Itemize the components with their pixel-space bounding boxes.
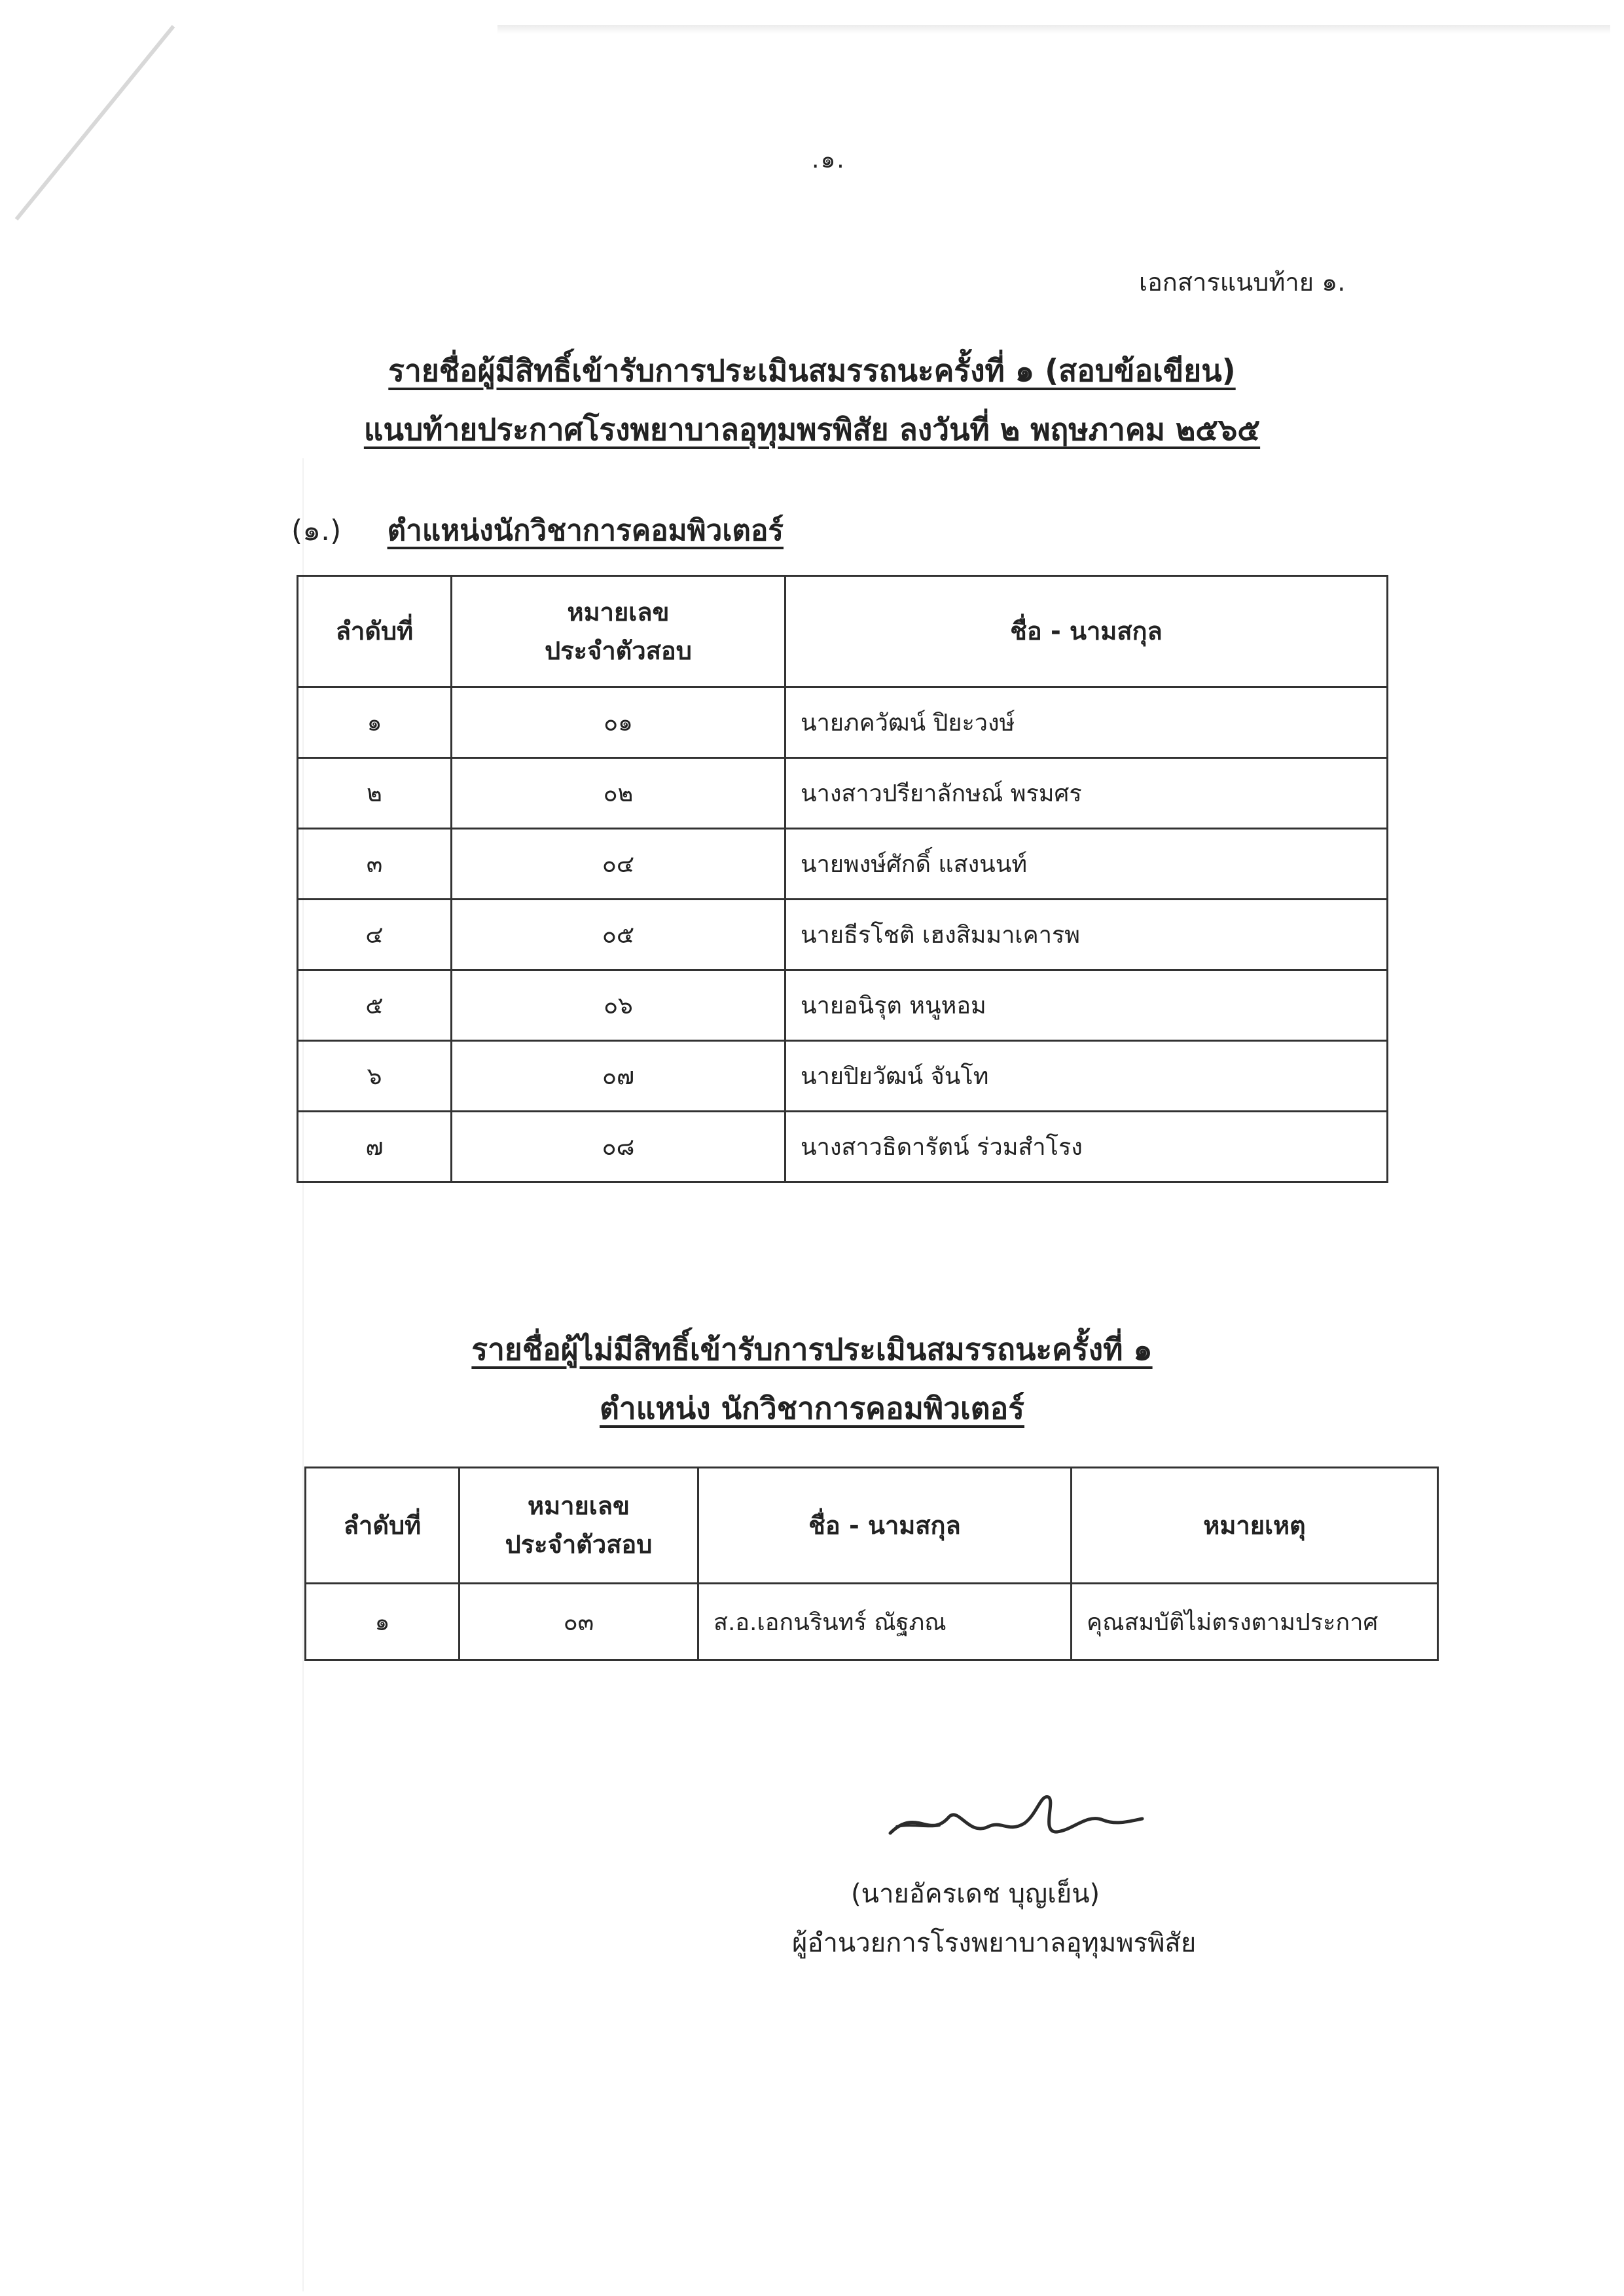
page-number: .๑. bbox=[812, 147, 846, 173]
cell-name: นายอนิรุต หนูหอม bbox=[785, 970, 1388, 1041]
cell-exam-id: ๐๗ bbox=[452, 1041, 785, 1112]
scan-shadow bbox=[497, 25, 1610, 34]
ineligible-heading-line1: รายชื่อผู้ไม่มีสิทธิ์เข้ารับการประเมินสมรรถนะครั้งที่ ๑ bbox=[471, 1332, 1153, 1367]
table-row bbox=[298, 829, 1388, 900]
table-row bbox=[298, 1112, 1388, 1182]
signer-title: ผู้อำนวยการโรงพยาบาลอุทุมพรพิสัย bbox=[792, 1928, 1197, 1958]
cell-exam-id: ๐๖ bbox=[452, 970, 785, 1041]
cell-name: นางสาวธิดารัตน์ ร่วมสำโรง bbox=[785, 1112, 1388, 1182]
cell-remark: คุณสมบัติไม่ตรงตามประกาศ bbox=[1072, 1584, 1438, 1660]
header-exam-id-line2: ประจำตัวสอบ bbox=[505, 1530, 653, 1559]
cell-order: ๕ bbox=[298, 970, 452, 1041]
table-row bbox=[298, 758, 1388, 829]
cell-exam-id: ๐๘ bbox=[452, 1112, 785, 1182]
cell-order: ๗ bbox=[298, 1112, 452, 1182]
table-row bbox=[306, 1584, 1438, 1660]
handwritten-signature bbox=[877, 1787, 1152, 1853]
eligible-heading-line2: แนบท้ายประกาศโรงพยาบาลอุทุมพรพิสัย ลงวันที่ ๒ พฤษภาคม ๒๕๖๕ bbox=[363, 412, 1261, 447]
cell-order: ๑ bbox=[306, 1584, 460, 1660]
section-heading bbox=[291, 507, 784, 553]
table-row bbox=[298, 1041, 1388, 1112]
table-row bbox=[298, 687, 1388, 758]
cell-name: นายพงษ์ศักดิ์ แสงนนท์ bbox=[785, 829, 1388, 900]
cell-order: ๔ bbox=[298, 900, 452, 970]
signer-name: (นายอัครเดช บุญเย็น) bbox=[851, 1879, 1100, 1909]
cell-order: ๓ bbox=[298, 829, 452, 900]
cell-exam-id: ๐๑ bbox=[452, 687, 785, 758]
ineligible-heading-line2: ตำแหน่ง นักวิชาการคอมพิวเตอร์ bbox=[600, 1391, 1024, 1426]
header-name: ชื่อ - นามสกุล bbox=[698, 1468, 1072, 1584]
header-exam-id bbox=[460, 1468, 698, 1584]
cell-exam-id: ๐๓ bbox=[460, 1584, 698, 1660]
cell-order: ๖ bbox=[298, 1041, 452, 1112]
cell-name: ส.อ.เอกนรินทร์ ณัฐภณ bbox=[698, 1584, 1072, 1660]
cell-name: นางสาวปรียาลักษณ์ พรมศร bbox=[785, 758, 1388, 829]
eligible-heading-line1: รายชื่อผู้มีสิทธิ์เข้ารับการประเมินสมรรถนะครั้งที่ ๑ (สอบข้อเขียน) bbox=[388, 353, 1236, 388]
table-header-row bbox=[298, 576, 1388, 687]
header-name: ชื่อ - นามสกุล bbox=[785, 576, 1388, 687]
cell-name: นายธีรโชติ เฮงสิมมาเคารพ bbox=[785, 900, 1388, 970]
header-exam-id bbox=[452, 576, 785, 687]
header-remark: หมายเหตุ bbox=[1072, 1468, 1438, 1584]
header-exam-id-line1: หมายเลข bbox=[567, 597, 670, 627]
cell-name: นายปิยวัฒน์ จันโท bbox=[785, 1041, 1388, 1112]
table-row bbox=[298, 970, 1388, 1041]
eligible-candidates-table bbox=[297, 575, 1388, 1183]
cell-name: นายภควัฒน์ ปิยะวงษ์ bbox=[785, 687, 1388, 758]
cell-order: ๑ bbox=[298, 687, 452, 758]
header-exam-id-line1: หมายเลข bbox=[528, 1491, 630, 1521]
section-number: (๑.) bbox=[291, 514, 342, 547]
header-exam-id-line2: ประจำตัวสอบ bbox=[545, 636, 692, 665]
section-title: ตำแหน่งนักวิชาการคอมพิวเตอร์ bbox=[387, 514, 784, 547]
cell-exam-id: ๐๕ bbox=[452, 900, 785, 970]
header-order: ลำดับที่ bbox=[306, 1468, 460, 1584]
ineligible-candidates-table bbox=[304, 1467, 1439, 1661]
cell-order: ๒ bbox=[298, 758, 452, 829]
table-row bbox=[298, 900, 1388, 970]
table-header-row bbox=[306, 1468, 1438, 1584]
cell-exam-id: ๐๔ bbox=[452, 829, 785, 900]
cell-exam-id: ๐๒ bbox=[452, 758, 785, 829]
attachment-label: เอกสารแนบท้าย ๑. bbox=[1139, 268, 1346, 297]
header-order: ลำดับที่ bbox=[298, 576, 452, 687]
